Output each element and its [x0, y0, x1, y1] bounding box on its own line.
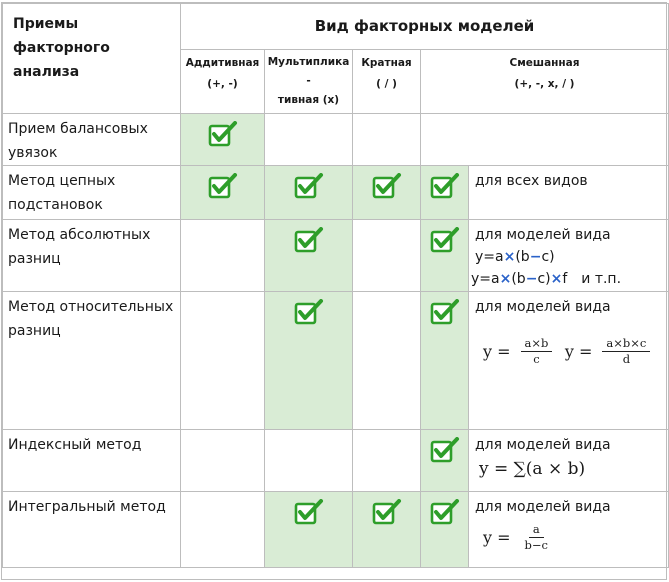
cell-mixed-check	[421, 220, 469, 292]
row-label: Индексный метод	[3, 430, 181, 492]
green-checkbox-icon	[294, 173, 324, 199]
col-header-additive: Аддитивная (+, -)	[181, 50, 265, 114]
cell-mixed-check	[421, 492, 469, 568]
cell-multiplicative	[265, 430, 353, 492]
mixed-note	[469, 220, 669, 292]
green-checkbox-icon	[372, 499, 402, 525]
mixed-note: для всех видов	[469, 166, 669, 220]
cell-additive	[181, 220, 265, 292]
cell-multiplicative	[265, 220, 353, 292]
row-label: Метод абсолютных разниц	[3, 220, 181, 292]
cell-ratio	[353, 220, 421, 292]
cell-additive	[181, 114, 265, 166]
col-header-multiplicative: Мультиплика - тивная (х)	[265, 50, 353, 114]
note-text: для моделей вида	[475, 227, 611, 243]
formula-line-1: y=a×(b−c)	[475, 249, 555, 265]
green-checkbox-icon	[372, 173, 402, 199]
fraction-formula: y = $\frac{a}{b-c}$	[483, 522, 548, 552]
green-checkbox-icon	[294, 299, 324, 325]
mixed-note	[469, 430, 669, 492]
corner-header: Приемы факторного анализа	[3, 4, 181, 114]
cell-ratio	[353, 114, 421, 166]
green-checkbox-icon	[294, 227, 324, 253]
cell-additive	[181, 292, 265, 430]
formula-line-2: y=a×(b−c)×f и т.п.	[471, 271, 622, 287]
mixed-note	[469, 492, 669, 568]
note-text: для моделей вида	[475, 499, 611, 515]
green-checkbox-icon	[208, 173, 238, 199]
sum-formula: y = ∑(a × b)	[479, 459, 586, 479]
note-text: для моделей вида	[475, 299, 611, 315]
cell-mixed-check	[421, 166, 469, 220]
cell-multiplicative	[265, 492, 353, 568]
fraction-formula: y = $\frac{a\times b}{c}$	[483, 336, 552, 367]
cell-additive	[181, 166, 265, 220]
group-header: Вид факторных моделей	[181, 4, 669, 50]
cell-ratio	[353, 166, 421, 220]
green-checkbox-icon	[294, 499, 324, 525]
col-header-ratio: Кратная ( / )	[353, 50, 421, 114]
row-label: Метод цепных подстановок	[3, 166, 181, 220]
mixed-note	[469, 292, 669, 430]
green-checkbox-icon	[430, 437, 460, 463]
cell-ratio	[353, 492, 421, 568]
factor-analysis-table	[1, 2, 667, 580]
cell-mixed-check	[421, 430, 469, 492]
cell-mixed	[421, 114, 669, 166]
green-checkbox-icon	[430, 499, 460, 525]
green-checkbox-icon	[208, 121, 238, 147]
cell-multiplicative	[265, 114, 353, 166]
cell-mixed-check	[421, 292, 469, 430]
cell-additive	[181, 492, 265, 568]
cell-ratio	[353, 292, 421, 430]
cell-multiplicative	[265, 292, 353, 430]
row-label: Интегральный метод	[3, 492, 181, 568]
row-label: Метод относительных разниц	[3, 292, 181, 430]
green-checkbox-icon	[430, 299, 460, 325]
green-checkbox-icon	[430, 173, 460, 199]
green-checkbox-icon	[430, 227, 460, 253]
note-text: для моделей вида	[475, 437, 611, 453]
row-label: Прием балансовых увязок	[3, 114, 181, 166]
cell-multiplicative	[265, 166, 353, 220]
cell-ratio	[353, 430, 421, 492]
cell-additive	[181, 430, 265, 492]
col-header-mixed: Смешанная (+, -, х, / )	[421, 50, 669, 114]
fraction-formula: y = $\frac{a\times b\times c}{d}$	[565, 336, 650, 367]
